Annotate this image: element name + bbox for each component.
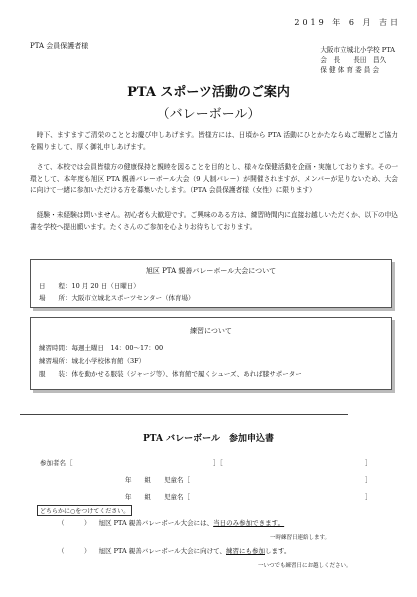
- practice-place-label: 練習場所：: [39, 357, 72, 365]
- option-emphasis: 当日のみ参加できます。: [213, 519, 285, 527]
- tournament-date-row: [39, 281, 140, 290]
- practice-dress-label: 服 装：: [39, 370, 72, 378]
- option-text: 旭区 PTA 親善バレーボール大会には、: [98, 519, 214, 527]
- sender-line: 保 健 体 育 委 員 会: [320, 66, 380, 74]
- form-title: PTA バレーボール 参加申込書: [143, 434, 274, 444]
- practice-place-row: [39, 356, 145, 365]
- participant-name-field-separator[interactable]: ］［: [213, 459, 223, 467]
- tournament-place-label: 場 所：: [39, 294, 72, 302]
- practice-time-row: [39, 343, 163, 352]
- sender-line: 大阪市立城北小学校 PTA: [320, 46, 395, 54]
- option-join-practice[interactable]: [58, 546, 290, 555]
- body-paragraph-greeting: 時下、ますますご清栄のこととお慶び申しあげます。皆様方には、日頃から PTA 活動にひとかたならぬご理解とご協力を賜りまして、厚く御礼申しあげます。: [30, 131, 398, 151]
- participant-label: 参加者名［: [40, 459, 73, 467]
- child-grade-row-2[interactable]: 年 組 児童名［: [125, 493, 190, 501]
- page-subtitle: （バレーボール）: [156, 107, 261, 122]
- child-name-field-close-1[interactable]: ］: [365, 476, 372, 484]
- child-name-field-close-2[interactable]: ］: [365, 493, 372, 501]
- recipient: PTA 会員保護者様: [30, 42, 89, 50]
- tournament-date-value: 10 月 20 日（日曜日）: [71, 282, 140, 290]
- practice-info-box: [30, 317, 392, 390]
- option-subnote: 一時練習日連絡します。: [270, 535, 331, 541]
- document-date: 2019 年 6 月 吉日: [294, 18, 401, 27]
- participant-name-row: [40, 458, 73, 467]
- practice-place-value: 城北小学校体育館（3F）: [71, 357, 146, 365]
- option-emphasis: 練習にも参加: [226, 547, 265, 555]
- tournament-box-title: 旭区 PTA 親善バレーボール大会について: [145, 267, 277, 275]
- practice-dress-value: 体を動かせる服装（ジャージ等）、体育館で履くシューズ、あれば膝サポーター: [71, 370, 302, 378]
- practice-time-label: 練習時間：: [39, 344, 72, 352]
- option-text-tail: します。: [265, 547, 291, 555]
- tournament-place-row: [39, 293, 194, 302]
- option-tournament-only[interactable]: [58, 518, 284, 527]
- page-title: PTA スポーツ活動のご案内: [127, 85, 290, 100]
- practice-dress-row: [39, 369, 302, 378]
- instruction-note: どちらかに○をつけてください。: [37, 505, 132, 516]
- cut-line-divider: [20, 414, 348, 415]
- tournament-date-label: 日 程：: [39, 282, 72, 290]
- option-circle-field[interactable]: （ ）: [58, 547, 91, 555]
- option-subnote: 一いつでも練習日にお越しください。: [258, 563, 352, 569]
- sender-block: [320, 45, 395, 75]
- sender-line: 会 長 長田 昌久: [320, 56, 387, 64]
- child-grade-row-1[interactable]: 年 組 児童名［: [125, 476, 190, 484]
- practice-time-value: 毎週土曜日 14：00～17：00: [71, 344, 164, 352]
- option-circle-field[interactable]: （ ）: [58, 519, 91, 527]
- participant-name-field-close[interactable]: ］: [365, 459, 372, 467]
- tournament-place-value: 大阪市立城北スポーツセンター（体育場）: [71, 294, 195, 302]
- body-paragraph-purpose: さて、本校では会員皆様方の健康保持と親睦を図ることを目的とし、様々な保健活動を企画・実施しております。その一環として、本年度も旭区 PTA 親善バレーボール大会（9 人制バレー）が開催されますが、メンバーが足りないため、大会に向けて一緒に参加いただける方を募集いたします。（PTA 会員保護者様（女性）に限ります）: [30, 163, 398, 194]
- practice-box-title: 練習について: [190, 327, 232, 335]
- body-paragraph-invitation: 経験・未経験は問いません。初心者も大歓迎です。ご興味のある方は、練習時間内に直接お越しいただくか、以下の申込書を学校へ提出願います。たくさんのご参加を心よりお待ちしております。: [30, 211, 398, 231]
- option-text: 旭区 PTA 親善バレーボール大会に向けて、: [98, 547, 226, 555]
- tournament-info-box: [30, 259, 392, 308]
